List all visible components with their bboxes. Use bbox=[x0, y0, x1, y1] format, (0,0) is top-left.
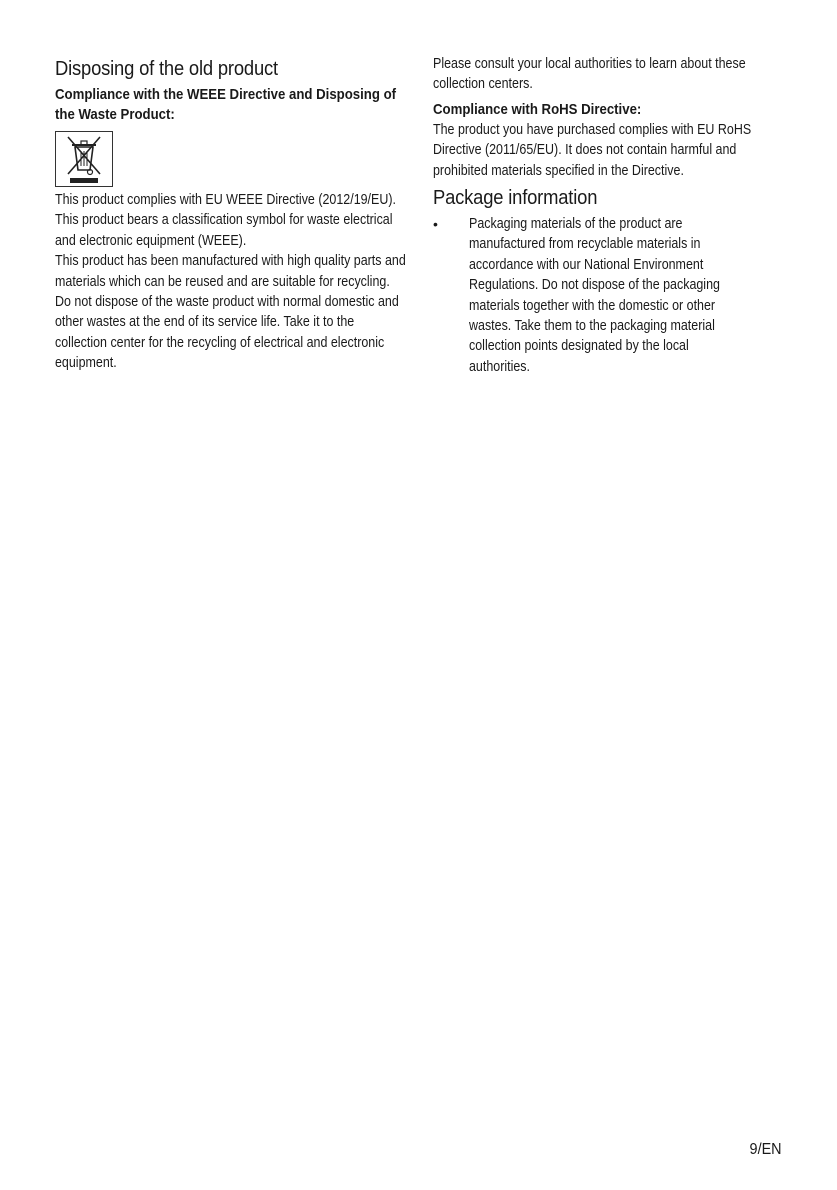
left-column bbox=[55, 56, 410, 374]
weee-bin-icon bbox=[55, 131, 113, 187]
collection-centers-paragraph: Please consult your local authorities to learn about these collection centers. bbox=[433, 56, 746, 93]
weee-paragraph-1: This product complies with EU WEEE Directive (2012/19/EU). This product bears a classification symbol for waste electrical and electronic equipment (WEEE). bbox=[55, 192, 396, 249]
section-title-package: Package information bbox=[433, 187, 598, 210]
package-paragraph: Packaging materials of the product are manufactured from recyclable materials in accordance with our National Environment Regulations. Do not dispose of the packaging materials together with the domestic or other wastes. Take them to the packaging material collection points designated by the local authorities. bbox=[469, 216, 720, 375]
subheading-rohs: Compliance with RoHS Directive: bbox=[433, 100, 642, 118]
rohs-paragraph: The product you have purchased complies with EU RoHS Directive (2011/65/EU). It does not contain harmful and prohibited materials specified in the Directive. bbox=[433, 121, 752, 179]
section-title-disposing: Disposing of the old product bbox=[55, 58, 278, 80]
right-column bbox=[433, 56, 768, 377]
bullet-icon: • bbox=[433, 216, 438, 233]
subheading-weee: Compliance with the WEEE Directive and Disposing of the Waste Product: bbox=[55, 86, 397, 123]
weee-paragraph-2: This product has been manufactured with high quality parts and materials which can be reused and are suitable for recycling. Do not dispose of the waste product with normal domestic and other wastes at the end of its service life. Take it to the collection center for the recycling of electrical and electronic equipment. bbox=[55, 253, 406, 372]
page-number: 9/EN bbox=[749, 1141, 782, 1158]
package-list-item bbox=[433, 214, 768, 377]
